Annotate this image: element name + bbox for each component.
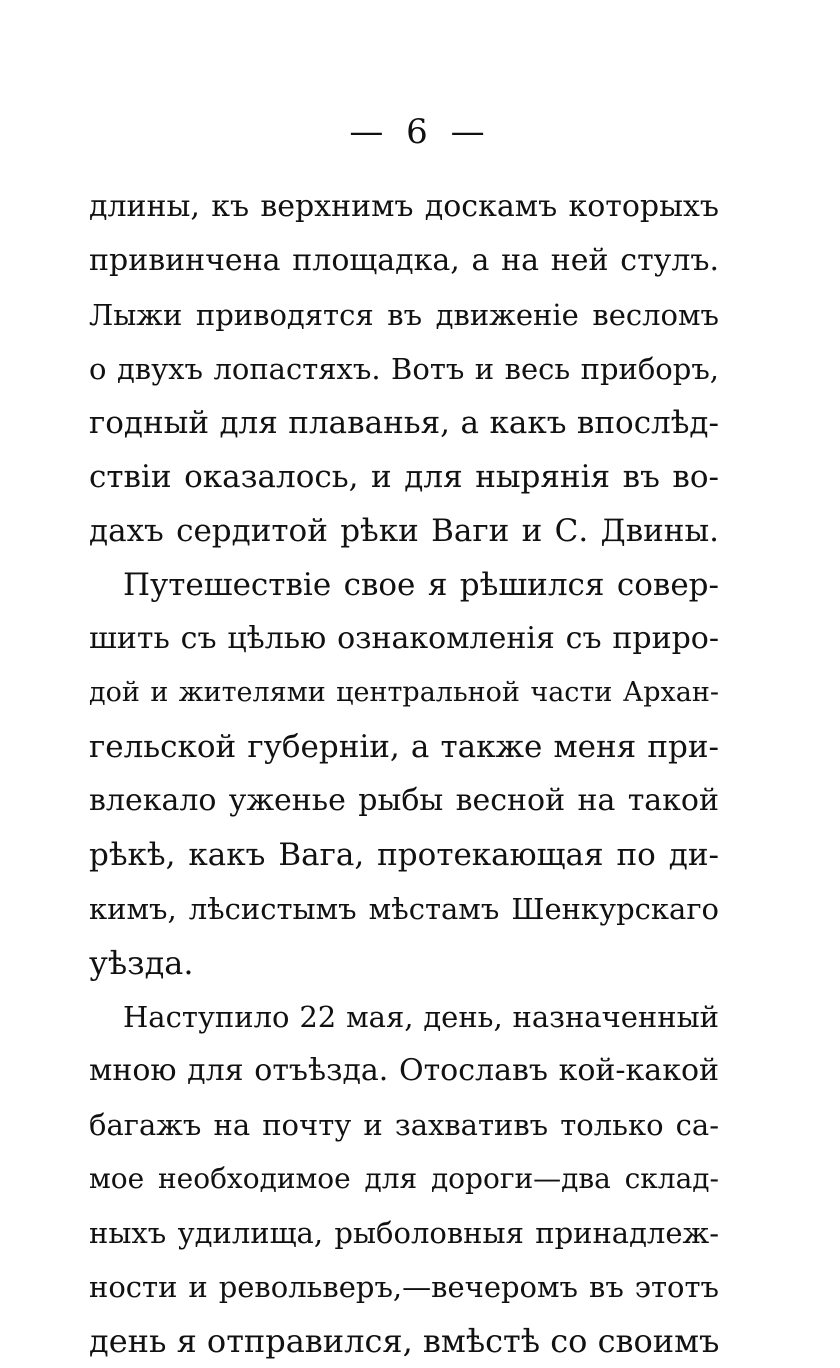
text-line: Лыжи приводятся въ движенiе весломъ — [89, 298, 719, 332]
text-line: шить съ цѣлью ознакомленiя съ приро- — [89, 621, 719, 656]
text-line: дахъ сердитой рѣки Ваги и С. Двины. — [89, 513, 719, 549]
text-line: ности и револьверъ,—вечеромъ въ этотъ — [89, 1270, 719, 1304]
text-line: влекало уженье рыбы весной на такой — [89, 783, 719, 818]
paragraph — [89, 990, 719, 1368]
text-line: рѣкѣ, какъ Вага, протекающая по ди- — [89, 837, 719, 873]
text-line: о двухъ лопастяхъ. Вотъ и весь приборъ, — [89, 352, 719, 386]
text-line: день я отправился, вмѣстѣ со своимъ — [89, 1322, 720, 1360]
text-line: длины, къ верхнимъ доскамъ которыхъ — [89, 189, 719, 224]
text-line: ныхъ удилища, рыболовныя принадлеж- — [89, 1216, 719, 1250]
text-line: багажъ на почту и захвативъ только са- — [89, 1108, 719, 1142]
text-body — [89, 180, 719, 1368]
text-line: ствiи оказалось, и для нырянiя въ во- — [89, 459, 719, 495]
text-line: Путешествiе свое я рѣшился совер- — [123, 567, 719, 603]
paragraph — [89, 558, 719, 990]
text-line: годный для плаванья, а какъ впослѣд- — [89, 405, 719, 441]
text-line: кимъ, лѣсистымъ мѣстамъ Шенкурскаго — [89, 892, 719, 926]
text-line: мое необходимое для дороги—два склад- — [89, 1162, 719, 1195]
text-line: привинчена площадка, а на ней стулъ. — [89, 243, 719, 278]
paragraph — [89, 180, 719, 558]
text-line: мною для отъѣзда. Отославъ кой-какой — [89, 1053, 719, 1088]
text-line: гельской губернiи, а также меня при- — [89, 729, 719, 765]
page-number: — 6 — — [349, 112, 491, 152]
text-line: уѣзда. — [89, 944, 194, 982]
text-line: Наступило 22 мая, день, назначенный — [123, 1000, 719, 1034]
text-line: дой и жителями центральной части Архан- — [89, 677, 719, 708]
